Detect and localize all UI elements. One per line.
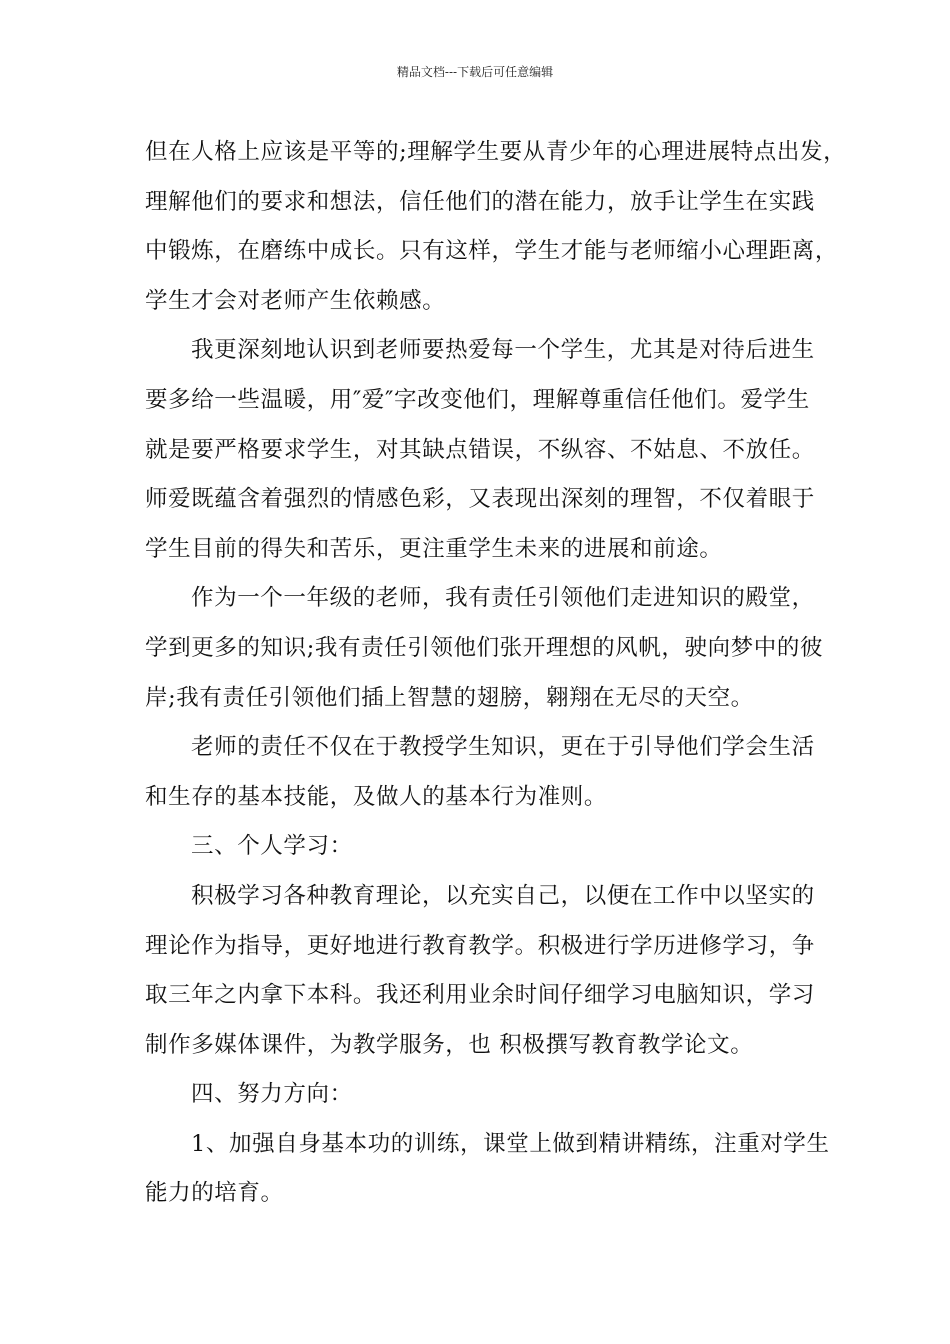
text-line: 但在人格上应该是平等的;理解学生要从青少年的心理进展特点出发， [145, 139, 847, 165]
text-line: 制作多媒体课件，为教学服务，也 积极撰写教育教学论文。 [145, 1031, 754, 1058]
text-line: 就是要严格要求学生，对其缺点错误，不纵容、不姑息、不放任。 [145, 436, 815, 463]
text-line: 1、加强自身基本功的训练，课堂上做到精讲精练，注重对学生 [191, 1130, 830, 1157]
text-line: 理论作为指导，更好地进行教育教学。积极进行学历进修学习，争 [145, 932, 815, 959]
text-line: 学生才会对老师产生依赖感。 [145, 287, 446, 314]
text-line: 岸;我有责任引领他们插上智慧的翅膀，翱翔在无尽的天空。 [145, 684, 754, 711]
text-line: 取三年之内拿下本科。我还利用业余时间仔细学习电脑知识，学习 [145, 982, 815, 1009]
section-heading-personal-study [145, 822, 810, 872]
text-line: 作为一个一年级的老师，我有责任引领他们走进知识的殿堂， [191, 585, 815, 612]
text-line: 学到更多的知识;我有责任引领他们张开理想的风帆，驶向梦中的彼 [145, 634, 824, 661]
text-line: 要多给一些温暖，用″爱″字改变他们，理解尊重信任他们。爱学生 [145, 386, 810, 413]
paragraph-teacher-responsibility [145, 723, 815, 822]
text-line: 和生存的基本技能，及做人的基本行为准则。 [145, 783, 608, 810]
page-header: 精品文档---下载后可任意编辑 [396, 65, 554, 79]
paragraph-first-grade-teacher [145, 574, 824, 723]
text-line: 能力的培育。 [145, 1180, 284, 1207]
text-line: 理解他们的要求和想法，信任他们的潜在能力，放手让学生在实践 [145, 188, 815, 215]
paragraph-personal-study [145, 872, 815, 1070]
text-line: 四、努力方向： [191, 1081, 353, 1108]
section-heading-direction [145, 1070, 810, 1120]
paragraph-direction-item-1 [145, 1120, 830, 1219]
text-line: 学生目前的得失和苦乐，更注重学生未来的进展和前途。 [145, 535, 723, 562]
paragraph-love-every-student [145, 326, 815, 574]
text-line: 积极学习各种教育理论，以充实自己，以便在工作中以坚实的 [191, 882, 815, 909]
document-body [145, 128, 847, 1219]
text-line: 中锻炼，在磨练中成长。只有这样，学生才能与老师缩小心理距离， [145, 238, 839, 265]
text-line: 三、个人学习： [191, 833, 353, 860]
text-line: 师爱既蕴含着强烈的情感色彩，又表现出深刻的理智，不仅着眼于 [145, 486, 815, 513]
text-line: 老师的责任不仅在于教授学生知识，更在于引导他们学会生活 [191, 734, 815, 761]
paragraph-teacher-student-equality [145, 128, 847, 326]
text-line: 我更深刻地认识到老师要热爱每一个学生，尤其是对待后进生 [191, 337, 815, 364]
